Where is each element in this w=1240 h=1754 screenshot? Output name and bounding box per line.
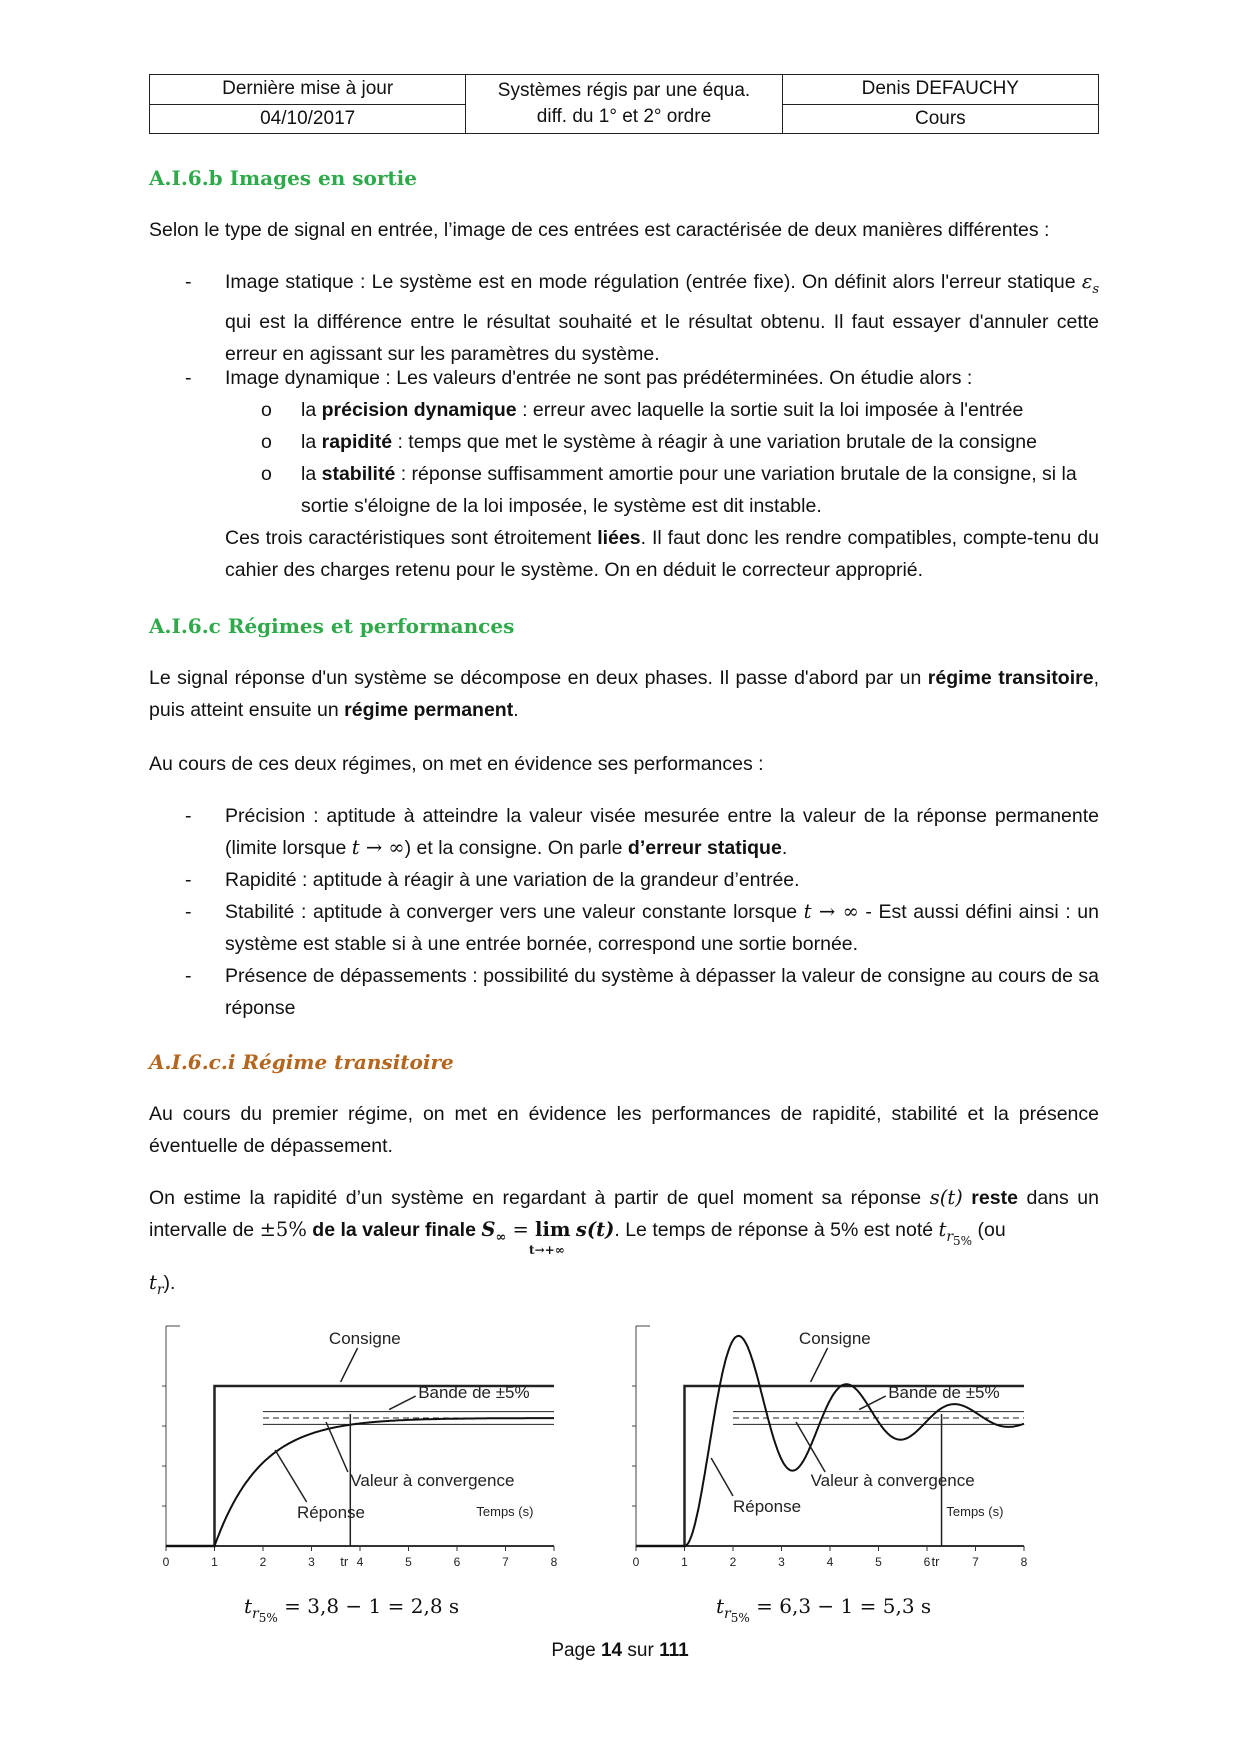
paragraph-conclusion: Ces trois caractéristiques sont étroitement liées. Il faut donc les rendre compatibles, compte-tenu du cahier des charges retenu pour le système. On en déduit le correcteur approprié. [225, 527, 1099, 581]
label-temps: Temps (s) [946, 1504, 1004, 1519]
section-heading-images: A.I.6.b Images en sortie [149, 166, 417, 190]
arrow-bande [389, 1396, 416, 1410]
list-item-stabilite: - Stabilité : aptitude à converger vers une valeur constante lorsque t → ∞ - Est aussi défini ainsi : un système est stable si à une entrée bornée, correspond une sortie bornée. [185, 900, 1099, 955]
label-valeur-convergence: Valeur à convergence [810, 1471, 975, 1490]
tr-label: tr [340, 1554, 349, 1569]
tr-label: tr [931, 1554, 940, 1569]
x-tick-label: 2 [729, 1555, 737, 1569]
consigne-line [636, 1386, 1024, 1546]
x-tick-label: 1 [211, 1555, 218, 1569]
paragraph-transitoire: Au cours du premier régime, on met en évidence les performances de rapidité, stabilité et la présence éventuelle de dépassement. [149, 1103, 1099, 1157]
x-tick-label: 3 [778, 1555, 785, 1569]
list-item-depassements: - Présence de dépassements : possibilité du système à dépasser la valeur de consigne au cours de sa réponse [185, 965, 1099, 1019]
x-tick-label: 1 [681, 1555, 688, 1569]
label-reponse: Réponse [733, 1497, 802, 1516]
paragraph-rapidite-definition: On estime la rapidité d’un système en regardant à partir de quel moment sa réponse s(t) reste dans un intervalle de ±5% de la valeur finale $S_\infty = \lim$ t→+∞ s(t). Le temps de réponse à 5% est noté $t_{r_{5\%}}$ (ou $t_r$). [149, 1186, 1099, 1298]
document-page: Dernière mise à jour Systèmes régis par une équa. diff. du 1° et 2° ordre Denis DEFAUCHY 04/10/2017 Cours A.I.6.b Images en sortie Selon le type de signal en entrée, l’image de ces entrées est caractérisée de deux manières différentes : - Image statique : Le système est en mode régulation (entrée fixe). On définit alors l'erreur statique $\varepsilon_s$ qui est la différence entre le résultat souhaité et le résultat obtenu. Il faut essayer d'annuler cette erreur en agissant sur les paramètres du système. - Image dynamique : Les valeurs d'entrée ne sont pas prédéterminées. On étudie alors : o la précision dynamique : erreur avec laquelle la sortie suit la loi imposée à l'entrée o la rapidité : temps que met le système à réagir à une variation brutale de la consigne o la stabilité : réponse suffisamment amortie pour une variation brutale de la consigne, si la sortie s'éloigne de la loi imposée, le système est dit instable. Ces trois caractéristiques sont étroitement liées. Il faut donc les rendre compatibles, compte-tenu du cahier des charges retenu pour le système. On en déduit le correcteur approprié. A.I.6.c Régimes et performances Le signal réponse d'un système se décompose en deux phases. Il passe d'abord par un régime transitoire, puis atteint ensuite un régime permanent. Au cours de ces deux régimes, on met en évidence ses performances : - Précision : aptitude à atteindre la valeur visée mesurée entre la valeur de la réponse permanente (limite lorsque t → ∞) et la consigne. On parle d’erreur statique. - Rapidité : aptitude à réagir à une variation de la grandeur d’entrée. - Stabilité : aptitude à converger vers une valeur constante lorsque t → ∞ - Est aussi défini ainsi : un système est stable si à une entrée bornée, correspond une sortie bornée. - Présence de dépassements : possibilité du système à dépasser la valeur de consigne au cours de sa réponse A.I.6.c.i Régime transitoire Au cours du premier régime, on met en évidence les performances de rapidité, stabilité et la présence éventuelle de dépassement. On estime la rapidité d’un système en regardant à partir de quel moment sa réponse s(t) reste dans un intervalle de ±5% de la valeur finale $S_\infty = \lim$ t→+∞ s(t). Le temps de réponse à 5% est noté $t_{r_{5\%}}$ (ou $t_r$). 0 1 2 3 4 5 6 7 8 tr Consigne Bande de ±5% Valeur à convergence Réponse Temps (s) 0 1 2 3 4 5 6 7 8 tr Consigne Bande de ±5% Valeur à convergence Réponse Temps (s) $t_{r_{5\%}} = 3,8 - 1 = 2,8$ s $t_{r_{5\%}} = 6,3 - 1 = 5,3$ s Page 14 sur 111 [0, 0, 1240, 1754]
title-line-1: Systèmes régis par une équa. [497, 80, 751, 101]
arrow-consigne [811, 1348, 828, 1382]
formula-tr-first-order: $t_{r_{5\%}} = 3,8 - 1 = 2,8$ s [244, 1594, 460, 1625]
x-tick-label: 5 [405, 1555, 412, 1569]
update-date: 04/10/2017 [150, 104, 466, 134]
label-bande: Bande de ±5% [888, 1383, 1000, 1402]
paragraph-phases: Le signal réponse d'un système se décompose en deux phases. Il passe d'abord par un régime transitoire, puis atteint ensuite un régime permanent. [149, 667, 1099, 721]
paragraph-performances: Au cours de ces deux régimes, on met en évidence ses performances : [149, 753, 764, 775]
arrow-valeur [326, 1422, 348, 1472]
label-bande: Bande de ±5% [418, 1383, 530, 1402]
document-type: Cours [782, 104, 1098, 134]
x-tick-label: 5 [875, 1555, 882, 1569]
list-item-image-statique: - Image statique : Le système est en mode régulation (entrée fixe). On définit alors l'erreur statique $\varepsilon_s$ qui est la différence entre le résultat souhaité et le résultat obtenu. Il faut essayer d'annuler cette erreur en agissant sur les paramètres du système. [185, 270, 1099, 365]
subsection-heading-transitoire: A.I.6.c.i Régime transitoire [149, 1050, 454, 1074]
label-consigne: Consigne [798, 1329, 871, 1348]
header-table [149, 74, 1099, 134]
epsilon-symbol: $\varepsilon_s$ [1081, 270, 1099, 297]
x-tick-label: 0 [632, 1555, 640, 1569]
arrow-consigne [341, 1348, 358, 1382]
label-consigne: Consigne [328, 1329, 401, 1348]
label-valeur-convergence: Valeur à convergence [350, 1471, 515, 1490]
x-tick-label: 8 [550, 1555, 558, 1569]
arrow-reponse [275, 1450, 307, 1502]
chart-second-order [616, 1316, 1036, 1576]
paragraph-intro: Selon le type de signal en entrée, l’image de ces entrées est caractérisée de deux manières différentes : [149, 219, 1050, 241]
formula-tr-second-order: $t_{r_{5\%}} = 6,3 - 1 = 5,3$ s [716, 1594, 932, 1625]
title-line-2: diff. du 1° et 2° ordre [536, 106, 712, 127]
x-tick-label: 6 [453, 1555, 461, 1569]
label-reponse: Réponse [296, 1503, 366, 1522]
section-heading-regimes: A.I.6.c Régimes et performances [149, 614, 515, 638]
list-item-precision: - Précision : aptitude à atteindre la valeur visée mesurée entre la valeur de la réponse permanente (limite lorsque t → ∞) et la consigne. On parle d’erreur statique. [185, 805, 1099, 859]
chart-first-order [146, 1316, 566, 1576]
list-item-image-dynamique: - Image dynamique : Les valeurs d'entrée ne sont pas prédéterminées. On étudie alors : [185, 367, 973, 389]
document-title [466, 75, 782, 134]
x-tick-label: 6 [923, 1555, 931, 1569]
author: Denis DEFAUCHY [782, 75, 1098, 105]
last-update-label: Dernière mise à jour [150, 75, 466, 105]
x-tick-label: 4 [356, 1555, 364, 1569]
label-temps: Temps (s) [476, 1504, 534, 1519]
arrow-reponse [711, 1458, 733, 1496]
x-tick-label: 7 [972, 1555, 979, 1569]
x-tick-label: 4 [826, 1555, 834, 1569]
x-tick-label: 7 [502, 1555, 509, 1569]
x-tick-label: 3 [308, 1555, 315, 1569]
list-item-rapidite: - Rapidité : aptitude à réagir à une variation de la grandeur d’entrée. [185, 869, 800, 891]
x-tick-label: 2 [259, 1555, 267, 1569]
page-footer: Page 14 sur 111 [551, 1640, 689, 1661]
x-tick-label: 0 [162, 1555, 170, 1569]
x-tick-label: 8 [1020, 1555, 1028, 1569]
